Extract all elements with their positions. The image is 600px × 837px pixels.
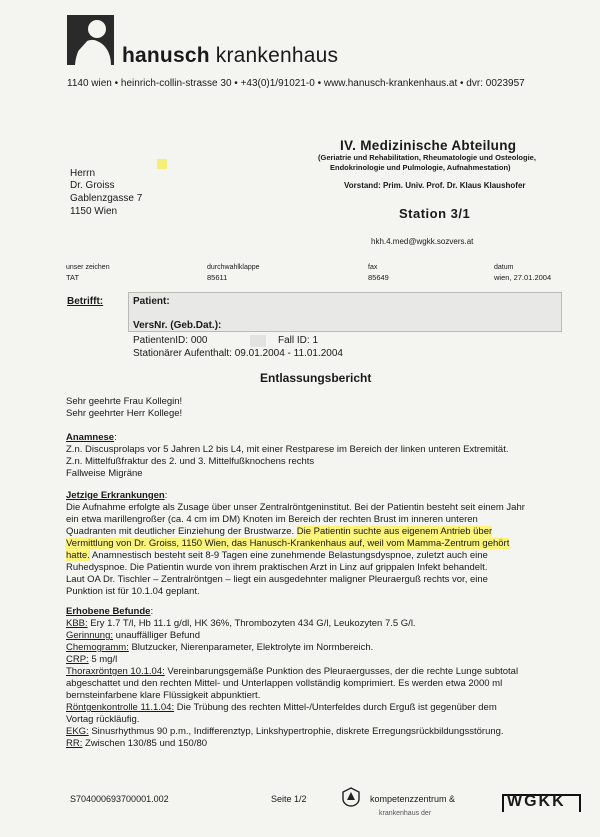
contact-line: 1140 wien • heinrich-collin-strasse 30 • +43(0)1/91021-0 • www.hanusch-krankenhaus.at • dvr: 0023957 xyxy=(67,78,525,89)
ref-label: fax xyxy=(368,264,378,271)
finding-rr: RR: Zwischen 130/85 und 150/80 xyxy=(66,738,208,749)
finding-crp: CRP: 5 mg/l xyxy=(66,654,118,665)
department-subtitle: (Geriatrie und Rehabilitation, Rheumatologie und Osteologie, xyxy=(318,153,536,162)
finding-xray-control: Röntgenkontrolle 11.1.04: Die Trübung des rechten Mittel-/Unterfeldes durch Erguß ist gegenüber dem xyxy=(66,702,497,713)
recipient-line: Herrn xyxy=(70,168,96,179)
finding-thorax-line: abgeschattet und den rechten Mittel- und Unterlappen vollständig komprimiert. Es werden etwa 2000 ml xyxy=(66,678,503,689)
conditions-heading: Jetzige Erkrankungen: xyxy=(66,490,168,501)
recipient-line: 1150 Wien xyxy=(70,206,118,217)
ref-value: 85611 xyxy=(207,273,228,282)
case-id: Fall ID: 1 xyxy=(278,335,319,346)
highlight-mark xyxy=(157,159,167,169)
finding-thorax: Thoraxröntgen 10.1.04: Vereinbarungsgemäße Punktion des Pleuraergusses, der die rechte Lunge subtotal xyxy=(66,666,519,677)
finding-thorax-line: bernsteinfarbene klare Flüssigkeit abpunktiert. xyxy=(66,690,261,701)
recipient-line: Gablenzgasse 7 xyxy=(70,193,143,204)
conditions-line: ein etwa marillengroßer (ca. 4 cm im DM) Knoten im Bereich der rechten Brust im inneren unteren xyxy=(66,514,478,525)
hospital-stay: Stationärer Aufenthalt: 09.01.2004 - 11.01.2004 xyxy=(133,348,343,359)
patient-id: PatientenID: 000 xyxy=(133,335,208,346)
highlighted-text: Vermittlung von Dr. Groiss, 1150 Wien, das Hanusch-Krankenhaus auf, weil vom Mamma-Zentrum gehört xyxy=(66,538,510,549)
department-title: IV. Medizinische Abteilung xyxy=(340,138,517,153)
redacted-value xyxy=(250,335,266,347)
station: Station 3/1 xyxy=(399,206,471,221)
subject-label: Betrifft: xyxy=(67,296,104,307)
ref-value: 85649 xyxy=(368,273,389,282)
recipient-line: Dr. Groiss xyxy=(70,180,115,191)
anamnese-line: Fallweise Migräne xyxy=(66,468,143,479)
anamnese-heading: Anamnese: xyxy=(66,432,117,443)
conditions-line: hatte. Anamnestisch besteht seit 8-9 Tagen eine zunehmende Belastungsdyspnoe, zuletzt auch eine xyxy=(66,550,488,561)
finding-chemogramm: Chemogramm: Blutzucker, Nierenparameter, Elektrolyte im Normbereich. xyxy=(66,642,374,653)
page-number: Seite 1/2 xyxy=(271,794,307,804)
patient-label: Patient: xyxy=(133,296,170,307)
highlighted-text: Die Patientin suchte aus eigenem Antrieb über xyxy=(296,526,493,537)
findings-heading: Erhobene Befunde: xyxy=(66,606,154,617)
department-subtitle: Endokrinologie und Pulmologie, Aufnahmestation) xyxy=(330,163,511,172)
hospital-name: hanusch krankenhaus xyxy=(122,44,339,67)
conditions-line: Ruhedyspnoe. Die Patientin wurde von ihrem praktischen Arzt in Linz auf grippalen Infekt behandelt. xyxy=(66,562,488,573)
email: hkh.4.med@wgkk.sozvers.at xyxy=(371,237,474,246)
conditions-line: Laut OA Dr. Tischler – Zentralröntgen – liegt ein ausgedehnter maligner Pleuraerguß rechts vor, eine xyxy=(66,574,488,585)
finding-kbb: KBB: Ery 1.7 T/l, Hb 11.1 g/dl, HK 36%, Thrombozyten 434 G/l, Leukozyten 7.5 G/l. xyxy=(66,618,416,629)
wgkk-logo: WGKK xyxy=(507,793,566,810)
ref-value: TAT xyxy=(66,273,80,282)
report-title: Entlassungsbericht xyxy=(260,371,372,385)
conditions-line: Punktion ist für 10.1.04 geplant. xyxy=(66,586,200,597)
competence-center-text: kompetenzzentrum & xyxy=(370,794,456,804)
anamnese-line: Z.n. Mittelfußfraktur des 2. und 3. Mittelfußknochens rechts xyxy=(66,456,315,467)
conditions-line: Quadranten mit deutlicher Einziehung der Brustwarze. Die Patientin suchte aus eigenem Antrieb über xyxy=(66,526,493,537)
ref-label: datum xyxy=(494,264,514,271)
finding-ekg: EKG: Sinusrhythmus 90 p.m., Indifferenztyp, Linkshypertrophie, diskrete Erregungsrückbildungsstörung. xyxy=(66,726,504,737)
hospital-logo xyxy=(67,15,114,65)
finding-xray-control-line: Vortag rückläufig. xyxy=(66,714,140,725)
highlighted-text: hatte. xyxy=(66,550,90,561)
document-id: S704000693700001.002 xyxy=(70,794,169,804)
finding-gerinnung: Gerinnung: unauffälliger Befund xyxy=(66,630,200,641)
ref-label: unser zeichen xyxy=(66,264,110,271)
ref-value: wien, 27.01.2004 xyxy=(494,273,552,282)
conditions-line xyxy=(66,538,509,550)
salutation: Sehr geehrte Frau Kollegin! xyxy=(66,396,183,407)
footer-cut-text: krankenhaus der xyxy=(379,810,432,817)
ref-label: durchwahlklappe xyxy=(207,264,260,271)
versnr-label: VersNr. (Geb.Dat.): xyxy=(133,320,222,331)
competence-center-icon xyxy=(342,787,360,807)
anamnese-line: Z.n. Discusprolaps vor 5 Jahren L2 bis L4, mit einer Restparese im Bereich der linken unteren Extremität. xyxy=(66,444,509,455)
department-head: Vorstand: Prim. Univ. Prof. Dr. Klaus Klaushofer xyxy=(344,181,526,190)
salutation: Sehr geehrter Herr Kollege! xyxy=(66,408,183,419)
conditions-line: Die Aufnahme erfolgte als Zusage über unser Zentralröntgeninstitut. Bei der Patientin besteht seit einem Jahr xyxy=(66,502,525,513)
